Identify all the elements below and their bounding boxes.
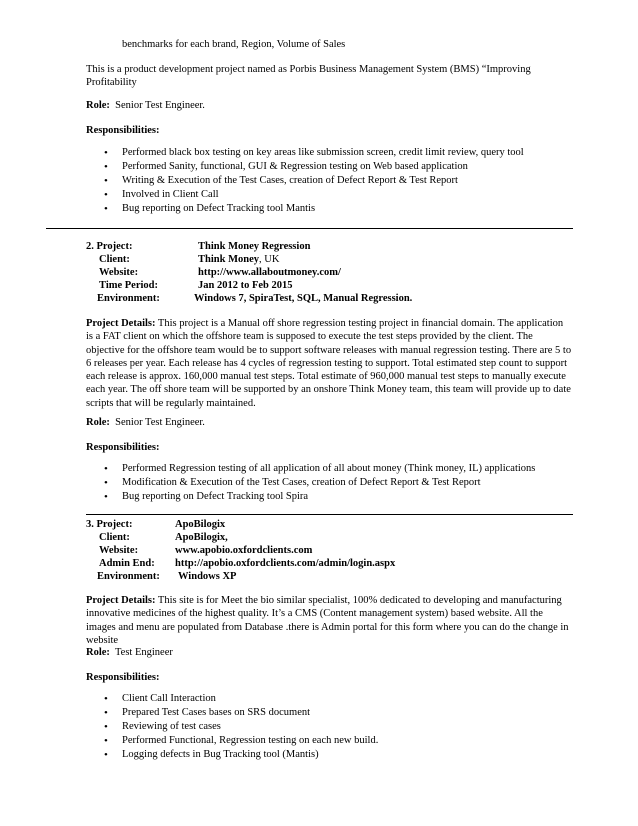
project-3-admin-label: Admin End: <box>99 558 155 569</box>
bullet-icon: • <box>104 189 108 201</box>
bullet-icon: • <box>104 175 108 187</box>
list-item: • Reviewing of test cases <box>104 721 221 733</box>
role-value: Senior Test Engineer. <box>115 100 205 111</box>
role-label: Role: <box>86 100 110 111</box>
bullet-icon: • <box>104 203 108 215</box>
benchmarks-line: benchmarks for each brand, Region, Volume of Sales <box>122 39 346 50</box>
role-value: Test Engineer <box>114 647 173 658</box>
list-item: • Logging defects in Bug Tracking tool (Mantis) <box>104 749 319 761</box>
list-item: • Bug reporting on Defect Tracking tool Spira <box>104 491 309 503</box>
project-2-responsibilities-list <box>86 462 535 504</box>
project-3-label: 3. Project: <box>86 519 133 530</box>
list-item: • Bug reporting on Defect Tracking tool Mantis <box>104 203 316 215</box>
project-3-responsibilities-heading: Responsibilities: <box>86 672 160 683</box>
bullet-icon: • <box>104 463 108 475</box>
list-item: • Client Call Interaction <box>104 693 216 705</box>
list-item: • Performed Sanity, functional, GUI & Regression testing on Web based application <box>104 161 468 173</box>
project-2-client-label: Client: <box>99 254 130 265</box>
responsibilities-heading: Responsibilities: <box>86 125 160 136</box>
project-3-role-line <box>86 646 173 659</box>
bullet-icon: • <box>104 707 108 719</box>
project-2-details: Project Details: This project is a Manual off shore regression testing project in financial domain. The application is a FAT client on which the offshore team is supposed to execute the test steps provided by the client. The objective for the offshore team would be to support software releases with manual regression testing. There are 5 to 6 releases per year. Each release has 4 cycles of regression testing to support. Total estimated step count to support each release is approx. 160,000 manual test steps. Total estimate of 960,000 manual test steps to manually execute each year. The off shore team will be supported by an onshore Think Money team, this team will provide up to date scripts that will be regularly maintained. <box>86 318 572 409</box>
bullet-icon: • <box>104 721 108 733</box>
role-label: Role: <box>86 417 110 428</box>
list-item: • Performed black box testing on key areas like submission screen, credit limit review, query tool <box>104 147 524 159</box>
bullet-icon: • <box>104 735 108 747</box>
project-3-details: Project Details: This site is for Meet the bio similar specialist, 100% dedicated to developing and manufacturing innovative medicines of the highest quality. It’s a CMS (Content management system) based website. All the images and menu are populated from Database .there is Admin portal for this form where you can do the change in website <box>86 595 569 646</box>
bullet-icon: • <box>104 693 108 705</box>
project-3-admin-value: http://apobio.oxfordclients.com/admin/login.aspx <box>175 558 396 569</box>
project-2-period-value: Jan 2012 to Feb 2015 <box>198 280 293 291</box>
project-3-client-value: ApoBilogix, <box>175 532 228 543</box>
intro-paragraph: This is a product development project named as Porbis Business Management System (BMS) “Improving Profitability <box>86 64 531 89</box>
project-2-label: 2. Project: <box>86 241 133 252</box>
list-item: • Performed Regression testing of all application of all about money (Think money, IL) applications <box>104 463 536 475</box>
project-3-website-label: Website: <box>99 545 139 556</box>
project-2-environment-value: Windows 7, SpiraTest, SQL, Manual Regression. <box>194 293 413 304</box>
role-line <box>86 99 205 112</box>
list-item: • Modification & Execution of the Test Cases, creation of Defect Report & Test Report <box>104 477 481 489</box>
role-value: Senior Test Engineer. <box>115 417 205 428</box>
project-3-environment-label: Environment: <box>97 571 160 582</box>
list-item: • Performed Functional, Regression testing on each new build. <box>104 735 379 747</box>
list-item: • Involved in Client Call <box>104 189 219 201</box>
role-label: Role: <box>86 647 110 658</box>
project-2-name: Think Money Regression <box>198 241 311 252</box>
project-2-website-value: http://www.allaboutmoney.com/ <box>198 267 341 278</box>
project-2-website-label: Website: <box>99 267 139 278</box>
bullet-icon: • <box>104 491 108 503</box>
section-divider <box>46 228 573 229</box>
project-3-responsibilities-list <box>86 692 378 762</box>
project-3-environment-value: Windows XP <box>178 571 237 582</box>
bullet-icon: • <box>104 147 108 159</box>
project-2-period-label: Time Period: <box>99 280 159 291</box>
project-3-name: ApoBilogix <box>175 519 226 530</box>
bullet-icon: • <box>104 477 108 489</box>
project-3-client-label: Client: <box>99 532 130 543</box>
bullet-icon: • <box>104 161 108 173</box>
project-2-client-value: Think Money, UK <box>198 254 280 265</box>
list-item: • Writing & Execution of the Test Cases, creation of Defect Report & Test Report <box>104 175 458 187</box>
project-3-website-value: www.apobio.oxfordclients.com <box>175 545 313 556</box>
bullet-icon: • <box>104 749 108 761</box>
list-item: • Prepared Test Cases bases on SRS document <box>104 707 311 719</box>
project-2-responsibilities-heading: Responsibilities: <box>86 442 160 453</box>
project-2-environment-label: Environment: <box>97 293 160 304</box>
top-responsibilities-list <box>86 146 524 216</box>
section-divider <box>86 514 573 515</box>
project-2-role-line <box>86 416 205 429</box>
